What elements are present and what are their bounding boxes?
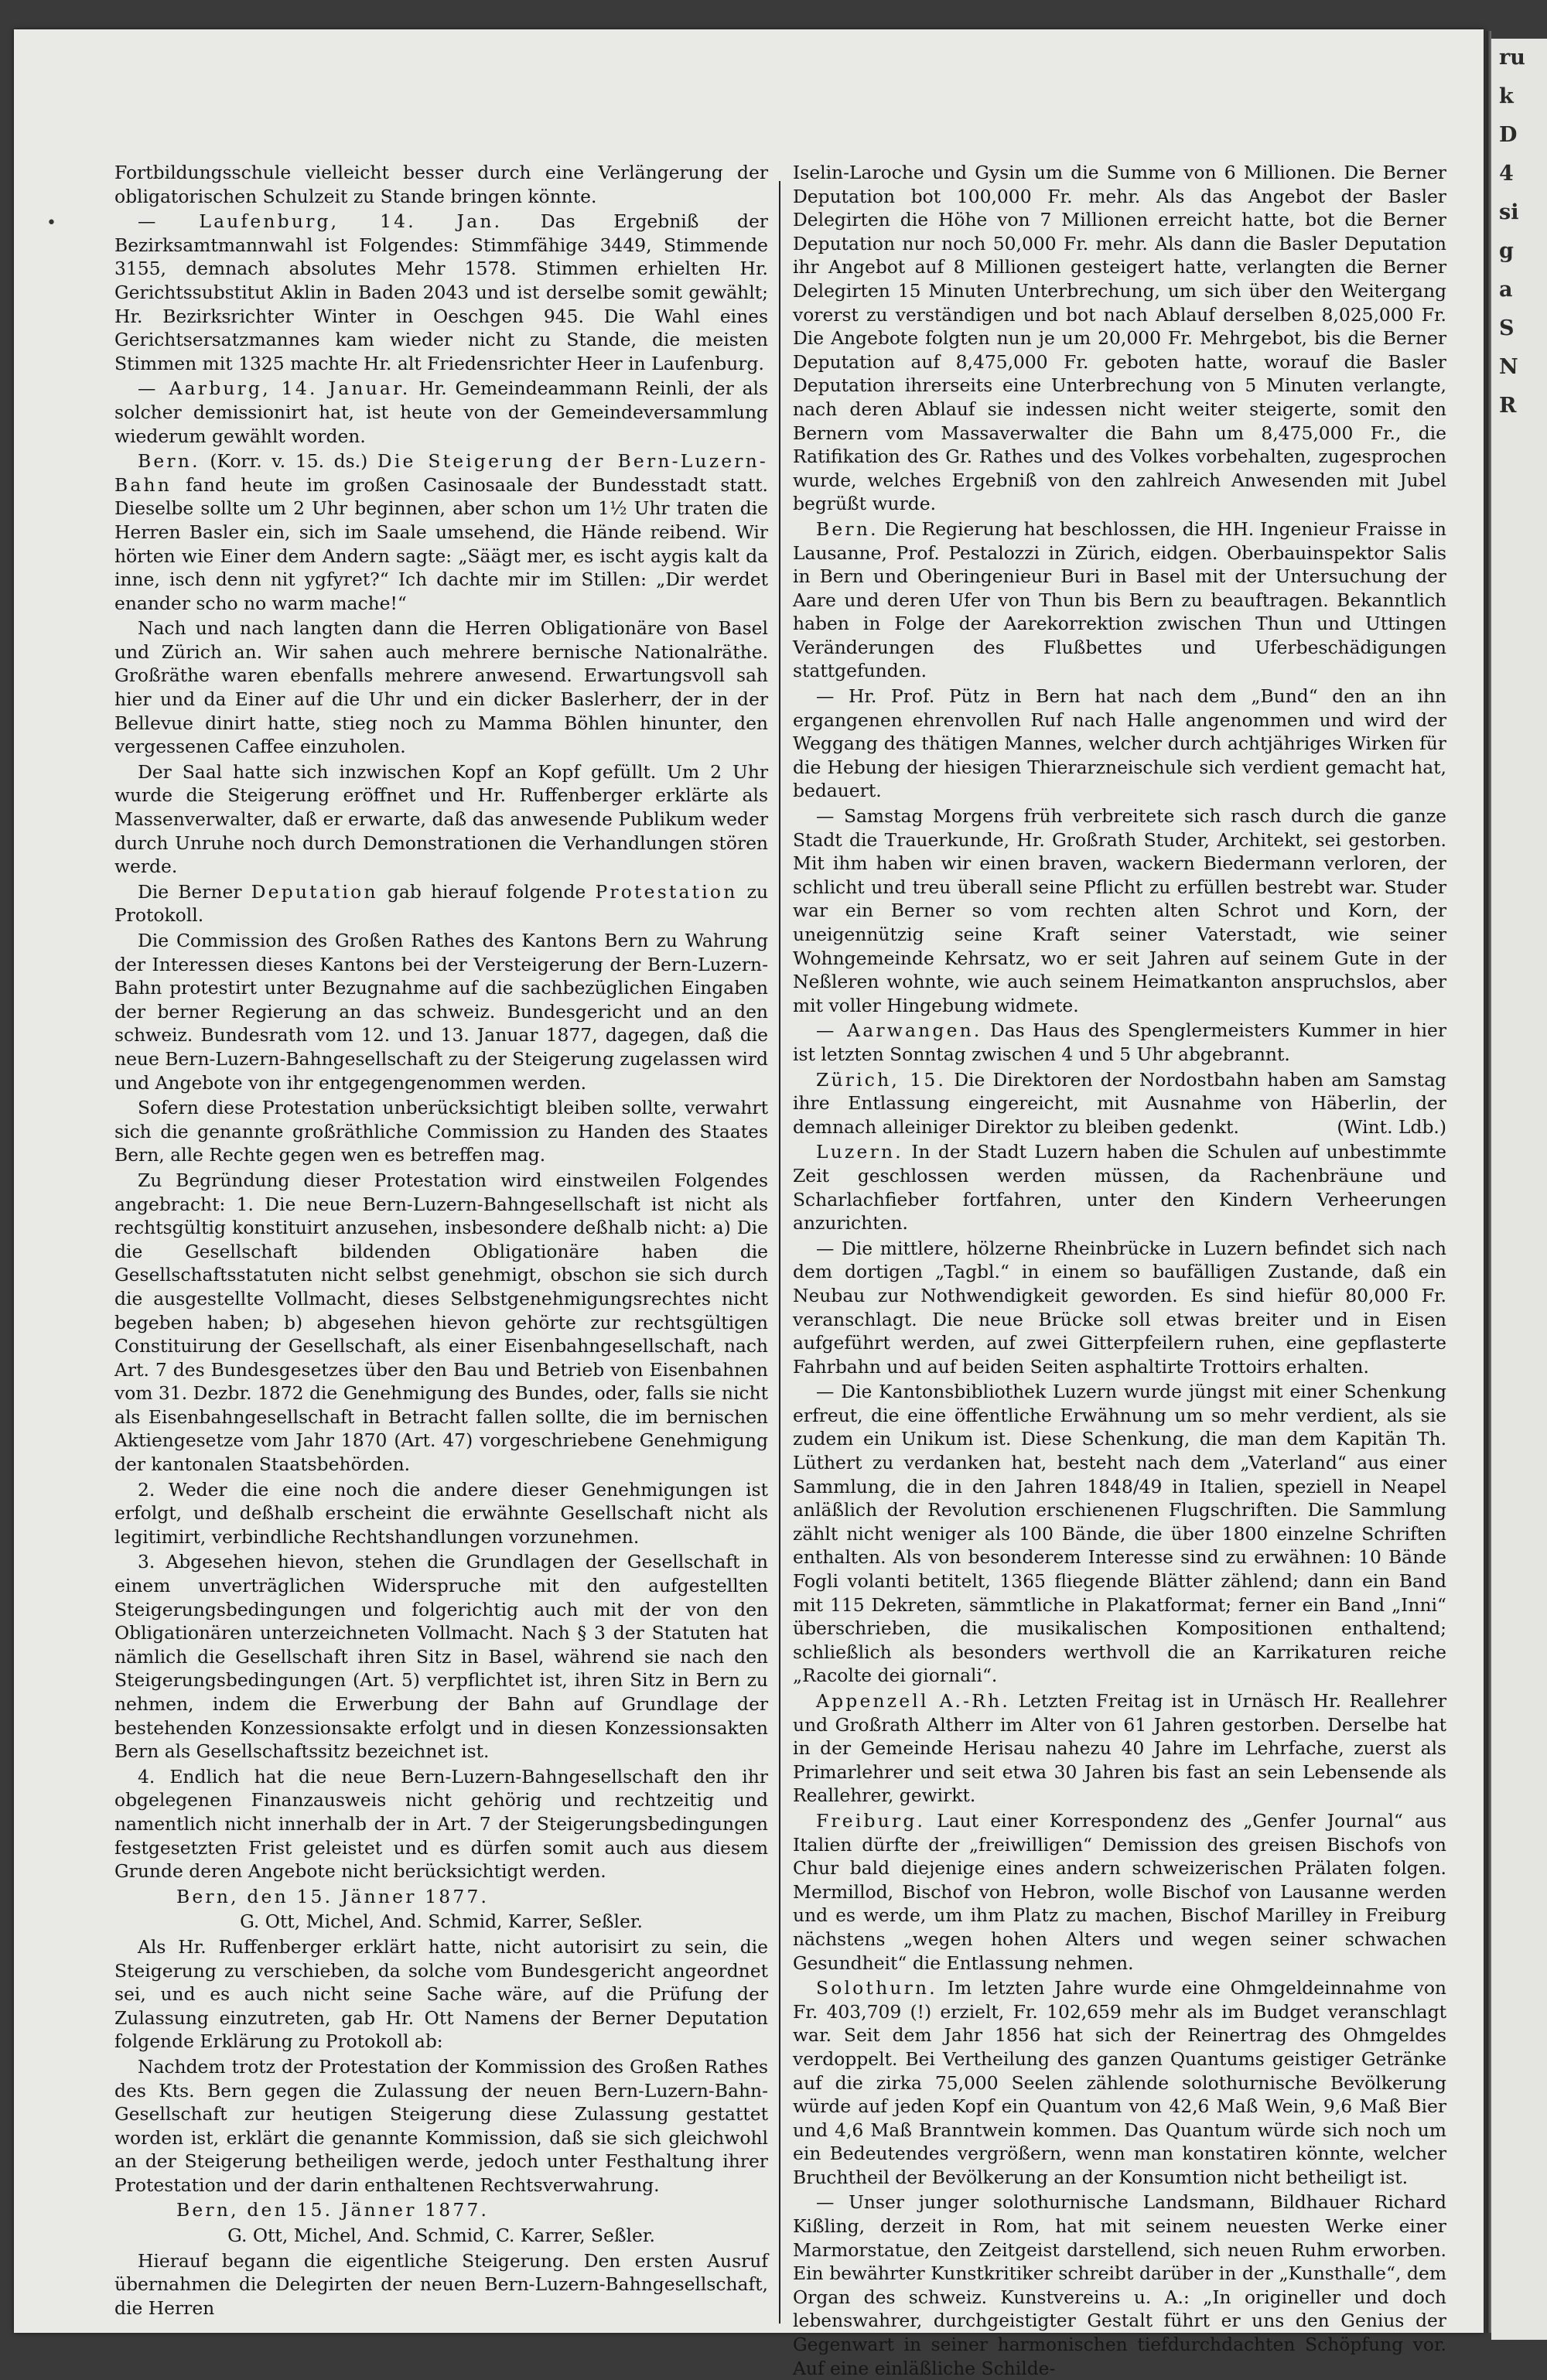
text-fragment: Die Berner	[138, 880, 242, 903]
neighbor-fragment: R	[1499, 394, 1517, 418]
article-text: Das Haus des Spenglermeisters Kummer in hier ist letzten Sonntag zwischen 4 und 5 Uhr abgebrannt.	[793, 1019, 1447, 1065]
signature: G. Ott, Michel, And. Schmid, Karrer, Seßler.	[240, 1910, 643, 1933]
signature: G. Ott, Michel, And. Schmid, C. Karrer, Seßler.	[227, 2225, 655, 2247]
article-appenzell	[793, 1689, 1446, 1808]
dateline: Freiburg.	[816, 1809, 926, 1832]
left-column	[114, 161, 768, 2319]
neighbor-fragment: N	[1499, 355, 1518, 379]
protest-paragraph: Die Commission des Großen Rathes des Kantons Bern zu Wahrung der Interessen dieses Kantons bei der Versteigerung der Bern-Luzern-Bahn protestirt unter Bezugnahme auf die sachbezüglichen Eingaben der berner Regierung an das schweiz. Bundesgericht und an den schweiz. Bundesrath vom 12. und 13. Januar 1877, dagegen, daß die neue Bern-Luzern-Bahngesellschaft zu der Steigerung zugelassen wird und Angebote von ihr entgegengenommen werden.	[114, 930, 769, 1094]
neighbor-fragment: si	[1499, 200, 1519, 224]
article-paragraph: Iselin-Laroche und Gysin um die Summe von 6 Millionen. Die Berner Deputation bot 100,000 Fr. mehr. Als das Angebot der Basler Delegirten die Höhe von 7 Millionen erreicht hatte, bot die Berner Deputation nur noch 50,000 Fr. mehr. Als dann die Basler Deputation ihr Angebot auf 8 Millionen gesteigert hatte, verlangten die Berner Delegirten 15 Minuten Unterbrechung, um sich über den Weitergang vorerst zu verständigen und bot nach Ablauf derselben 8,025,000 Fr. Die Angebote folgten nun je um 20,000 Fr. Mehrgebot, bis die Berner Deputation auf 8,475,000 Fr. geboten hatte, worauf die Basler Deputation ihrerseits eine Unterbrechung von 5 Minuten verlangte, nach deren Ablauf sie indessen nicht weiter steigerte, somit den Bernern vom Massaverwalter die Bahn um 8,475,000 Fr., die Ratifikation des Gr. Rathes und des Volkes vorbehalten, zugesprochen wurde, welches Ergebniß von den zahlreich Anwesenden mit Jubel begrüßt wurde.	[793, 162, 1446, 515]
dateline-signature: Bern, den 15. Jänner 1877.	[176, 2199, 490, 2221]
dateline: Bern.	[816, 517, 879, 540]
article-paragraph: — Die Kantonsbibliothek Luzern wurde jüngst mit einer Schenkung erfreut, die eine öffentliche Erwähnung um so mehr verdient, als sie zudem ein Unikum ist. Diese Schenkung, die man dem Kapitän Th. Lüthert zu verdanken hat, besteht nach dem „Vaterland“ aus einer Sammlung, die in den Jahren 1848/49 in Italien, speziell in Neapel anläßlich der Revolution erschienenen Flugschriften. Die Sammlung zählt nicht weniger als 100 Bände, die über 1800 einzelne Schriften enthalten. Als von besonderem Interesse sind zu erwähnen: 10 Bände Fogli volanti betitelt, 1365 fliegende Blätter zählend; dann ein Band mit 115 Dekreten, sämmtliche in Plakatformat; ferner ein Band „Inni“ überschrieben, die musikalischen Kompositionen enthaltend; schließlich als besonders werthvoll die an Karrikaturen reiche „Racolte dei giornali“.	[793, 1381, 1446, 1687]
article-paragraph: Der Saal hatte sich inzwischen Kopf an Kopf gefüllt. Um 2 Uhr wurde die Steigerung eröffnet und Hr. Ruffenberger erklärte als Massenverwalter, daß er erwarte, daß das anwesende Publikum weder durch Unruhe noch durch Demonstrationen die Verhandlungen stören werde.	[114, 760, 768, 878]
declaration-paragraph: Nachdem trotz der Protestation der Kommission des Großen Rathes des Kts. Bern gegen die Zulassung der neuen Bern-Luzern-Bahn-Gesellschaft zur heutigen Steigerung diese Zulassung gestattet worden ist, erklärt die genannte Kommission, daß sie sich gleichwohl an der Steigerung betheiligen werde, jedoch unter Festhaltung ihrer Protestation und der darin enthaltenen Rechtsverwahrung.	[114, 2055, 768, 2196]
article-paragraph: — Samstag Morgens früh verbreitete sich rasch durch die ganze Stadt die Trauerkunde, Hr. Großrath Studer, Architekt, sei gestorben. Mit ihm haben wir einen braven, wackern Biedermann verloren, der schlicht und treu überall seine Pflicht zu erfüllen bestrebt war. Studer war ein Berner so vom rechten alten Schrot und Korn, der uneigennützig seine Kraft seiner Vaterstadt, wie seiner Wohngemeinde Kehrsatz, wo er seit Jahren auf seinem Gute in der Neßleren wohnte, wie auch seinem Heimatkanton anspruchslos, aber mit voller Hingebung widmete.	[793, 805, 1446, 1016]
article-bern-regierung	[793, 517, 1446, 683]
article-bern	[114, 449, 768, 615]
binder-mark: •	[46, 213, 56, 233]
article-text: fand heute im großen Casinosaale der Bundesstadt statt. Dieselbe sollte um 2 Uhr beginnen, aber schon um 1½ Uhr traten die Herren Basler ein, sich im Saale umsehend, die Hände reibend. Wir hörten wie Einer dem Andern sagte: „Säägt mer, es ischt aygis kalt da inne, isch denn nit ygfyret?“ Ich dachte mir im Stillen: „Dir werdet enander scho no warm mache!“	[114, 473, 768, 614]
article-luzern	[793, 1140, 1446, 1234]
article-lead: Die Steigerung der Bern-Luzern-Bahn	[114, 450, 769, 496]
correspondence-note: (Korr. v. 15. ds.)	[210, 450, 368, 473]
text-fragment: zu Protokoll.	[114, 880, 769, 927]
spaced-word: Protestation	[595, 880, 738, 903]
article-zuerich	[793, 1068, 1446, 1139]
article-paragraph: — Hr. Prof. Pütz in Bern hat nach dem „Bund“ den an ihn ergangenen ehrenvollen Ruf nach Halle angenommen und wird der Weggang des thätigen Mannes, welcher durch achtjähriges Wirken für die Hebung der hiesigen Thierarzneischule sich verdient gemacht hat, bedauert.	[793, 685, 1446, 802]
neighbor-fragment: ru	[1499, 46, 1525, 70]
article-paragraph: — Unser junger solothurnische Landsmann, Bildhauer Richard Kißling, derzeit in Rom, hat mit seinem neuesten Werke einer Marmorstatue, den Zeitgeist darstellend, sich neuen Ruhm erworben. Ein bewährter Kunstkritiker schreibt darüber in der „Kunsthalle“, dem Organ des schweiz. Kunstvereins u. A.: „In origineller und doch lebenswahrer, durchgeistigter Gestalt führt er uns den Genius der Gegenwart in seiner harmonischen tiefdurchdachten Schöpfung vor. Auf eine einläßliche Schilde-	[793, 2191, 1446, 2379]
dateline-signature: Bern, den 15. Jänner 1877.	[176, 1885, 490, 1907]
neighbor-fragment: k	[1499, 84, 1514, 108]
dateline: Appenzell A.-Rh.	[816, 1690, 1011, 1712]
dateline: Luzern.	[816, 1141, 903, 1163]
newspaper-page	[14, 29, 1484, 2379]
right-column	[793, 161, 1447, 2379]
article-text: Die Regierung hat beschlossen, die HH. Ingenieur Fraisse in Lausanne, Prof. Pestalozzi in Zürich, eidgen. Oberbauinspektor Salis in Bern und Oberingenieur Buri in Basel mit der Untersuchung der Aare und deren Ufer von Thun bis Bern zu beauftragen. Bekanntlich haben in Folge der Aarekorrektion zwischen Thun und Uttingen Veränderungen des Flußbettes und Uferbeschädigungen stattgefunden.	[793, 517, 1447, 682]
dateline: — Laufenburg, 14. Jan.	[138, 210, 503, 233]
article-aarburg	[114, 377, 768, 448]
article-paragraph: Nach und nach langten dann die Herren Obligationäre von Basel und Zürich an. Wir sahen auch mehrere bernische Nationalräthe. Großräthe waren ebenfalls mehrere anwesend. Erwartungsvoll sah hier und da Einer auf die Uhr und ein dicker Baslerherr, der in der Bellevue dinirt hatte, stieg noch zu Mamma Böhlen hinunter, den vergessenen Caffee einzuholen.	[114, 617, 768, 758]
neighbor-fragment: a	[1499, 278, 1513, 302]
article-solothurn	[793, 1976, 1446, 2189]
text-fragment: gab hierauf folgende	[387, 880, 586, 903]
article-aarwangen	[793, 1019, 1446, 1066]
protest-paragraph: 2. Weder die eine noch die andere dieser Genehmigungen ist erfolgt, und deßhalb erscheint die erwähnte Gesellschaft nicht als legitimirt, verbindliche Rechtshandlungen vorzunehmen.	[114, 1478, 768, 1548]
column-rule	[779, 181, 780, 2324]
protest-paragraph: Zu Begründung dieser Protestation wird einstweilen Folgendes angebracht: 1. Die neue Bern-Luzern-Bahngesellschaft ist nicht als rechtsgültig konstituirt anzusehen, insbesondere deßhalb nicht: a) Die die Gesellschaft bildenden Obligationäre haben die Gesellschaftsstatuten nicht selbst genehmigt, obschon sie sich durch die ausgestellte Vollmacht, dieses Selbstgenehmigungsrechtes nicht begeben haben; b) abgesehen hievon gehörte zur rechtsgültigen Constituirung der Gesellschaft, als einer Eisenbahngesellschaft, nach Art. 7 des Bundesgesetzes über den Bau und Betrieb von Eisenbahnen vom 31. Dezbr. 1872 die Genehmigung des Bundes, oder, falls sie nicht als Eisenbahngesellschaft in Betracht fallen sollte, die im bernischen Aktiengesetze vom Jahr 1870 (Art. 47) vorgeschriebene Genehmigung der kantonalen Staatsbehörden.	[114, 1169, 768, 1476]
source-note: (Wint. Ldb.)	[1337, 1115, 1446, 1138]
dateline: Solothurn.	[816, 1977, 937, 1999]
neighbor-fragment: 4	[1499, 162, 1514, 186]
article-text: Laut einer Korrespondenz des „Genfer Journal“ aus Italien dürfte der „freiwilligen“ Demission des greisen Bischofs von Chur bald diejenige eines andern schweizerischen Prälaten folgen. Mermillod, Bischof von Hebron, wolle Bischof von Lausanne werden und es werde, um ihm Platz zu machen, Bischof Marilley in Freiburg nächstens „wegen hohen Alters und wegen seiner schwachen Gesundheit“ die Entlassung nehmen.	[793, 1809, 1446, 1974]
protest-paragraph: Sofern diese Protestation unberücksichtigt bleiben sollte, verwahrt sich die genannte großräthliche Commission zu Handen des Staates Bern, alle Rechte gegen wen es betreffen mag.	[114, 1097, 768, 1166]
dateline: Zürich, 15.	[816, 1068, 947, 1091]
article-text: In der Stadt Luzern haben die Schulen auf unbestimmte Zeit geschlossen werden müssen, da Rachenbräune und Scharlachfieber fortfahren, unter den Kindern Verheerungen anzurichten.	[793, 1141, 1446, 1234]
article-text: Hr. Gemeindeammann Reinli, der als solcher demissionirt hat, ist heute von der Gemeindeversammlung wiederum gewählt worden.	[114, 377, 768, 447]
neighbor-fragment: S	[1499, 316, 1515, 340]
article-text: Im letzten Jahre wurde eine Ohmgeldeinnahme von Fr. 403,709 (!) erzielt, Fr. 102,659 mehr als im Budget veranschlagt war. Seit dem Jahr 1856 hat sich der Reinertrag des Ohmgeldes verdoppelt. Bei Vertheilung des ganzen Quantums geistiger Getränke auf die zirka 75,000 Seelen zählende solothurnische Bevölkerung würde auf jeden Kopf ein Quantum von 42,6 Maß Wein, 9,6 Maß Bier und 4,6 Maß Branntwein kommen. Das Quantum würde sich noch um ein Bedeutendes vergrößern, wenn man konstatiren könnte, welcher Bruchtheil der Bevölkerung an der Konsumtion nicht betheiligt ist.	[793, 1977, 1446, 2188]
dateline: — Aarwangen.	[816, 1019, 982, 1042]
article-paragraph: Als Hr. Ruffenberger erklärt hatte, nicht autorisirt zu sein, die Steigerung zu verschieben, da solche vom Bundesgericht angeordnet sei, und es auch nicht seine Sache wäre, auf die Prüfung der Zulassung einzutreten, gab Hr. Ott Namens der Berner Deputation folgende Erklärung zu Protokoll ab:	[114, 1935, 768, 2053]
neighbor-fragment: g	[1499, 239, 1514, 263]
neighbor-page-edge	[1491, 39, 1547, 2340]
dateline: — Aarburg, 14. Januar.	[138, 377, 411, 400]
article-freiburg	[793, 1809, 1446, 1975]
article-paragraph	[114, 880, 768, 927]
article-paragraph: — Die mittlere, hölzerne Rheinbrücke in Luzern befindet sich nach dem dortigen „Tagbl.“ in einem so baufälligen Zustande, daß ein Neubau zur Nothwendigkeit geworden. Es sind hiefür 80,000 Fr. veranschlagt. Die neue Brücke soll etwas breiter und in Eisen aufgeführt werden, auf zwei Gitterpfeilern ruhen, eine gepflasterte Fahrbahn und auf beiden Seiten asphaltirte Trottoirs erhalten.	[793, 1237, 1446, 1378]
article-text: Letzten Freitag ist in Urnäsch Hr. Reallehrer und Großrath Altherr im Alter von 61 Jahren gestorben. Derselbe hat in der Gemeinde Herisau nahezu 40 Jahre im Lehrfache, zuerst als Primarlehrer und seit etwa 30 Jahren bis fast an sein Lebensende als Reallehrer, gewirkt.	[793, 1690, 1447, 1807]
article-text: Die Direktoren der Nordostbahn haben am Samstag ihre Entlassung eingereicht, mit Ausnahme von Häberlin, der demnach alleiniger Direktor zu bleiben gedenkt.	[793, 1068, 1446, 1138]
article-paragraph: Fortbildungsschule vielleicht besser durch eine Verlängerung der obligatorischen Schulzeit zu Stande bringen könnte.	[114, 162, 768, 207]
article-laufenburg	[114, 210, 768, 375]
protest-paragraph: 3. Abgesehen hievon, stehen die Grundlagen der Gesellschaft in einem unverträglichen Widerspruche mit den aufgestellten Steigerungsbedingungen und folgerichtig auch mit der von den Obligationären unterzeichneten Vollmacht. Nach § 3 der Statuten hat nämlich die Gesellschaft ihren Sitz in Basel, während sie nach den Steigerungsbedingungen (Art. 5) verpflichtet ist, ihren Sitz in Bern zu nehmen, indem die Erwerbung der Bahn auf Grundlage der bestehenden Konzessionsakte erfolgt und in diesen Konzessionsakten Bern als Gesellschaftssitz bezeichnet ist.	[114, 1551, 768, 1763]
neighbor-fragment: D	[1499, 123, 1518, 147]
protest-paragraph: 4. Endlich hat die neue Bern-Luzern-Bahngesellschaft den ihr obgelegenen Finanzausweis nicht gehörig und rechtzeitig und namentlich nicht innerhalb der in Art. 7 der Steigerungsbedingungen festgesetzten Frist geleistet und es dürfen somit auch aus diesem Grunde deren Angebote nicht berücksichtigt werden.	[114, 1765, 768, 1883]
spaced-word: Deputation	[251, 880, 378, 903]
dateline: Bern.	[138, 450, 200, 473]
article-paragraph: Hierauf begann die eigentliche Steigerung. Den ersten Ausruf übernahmen die Delegirten der neuen Bern-Luzern-Bahngesellschaft, die Herren	[114, 2249, 768, 2319]
article-text: Das Ergebniß der Bezirksamtmannwahl ist Folgendes: Stimmfähige 3449, Stimmende 3155, demnach absolutes Mehr 1578. Stimmen erhielten Hr. Gerichtssubstitut Aklin in Baden 2043 und ist derselbe somit gewählt; Hr. Bezirksrichter Winter in Oeschgen 945. Die Wahl eines Gerichtsersatzmannes kam wieder nicht zu Stande, die meisten Stimmen mit 1325 machte Hr. alt Friedensrichter Heer in Laufenburg.	[114, 210, 768, 374]
